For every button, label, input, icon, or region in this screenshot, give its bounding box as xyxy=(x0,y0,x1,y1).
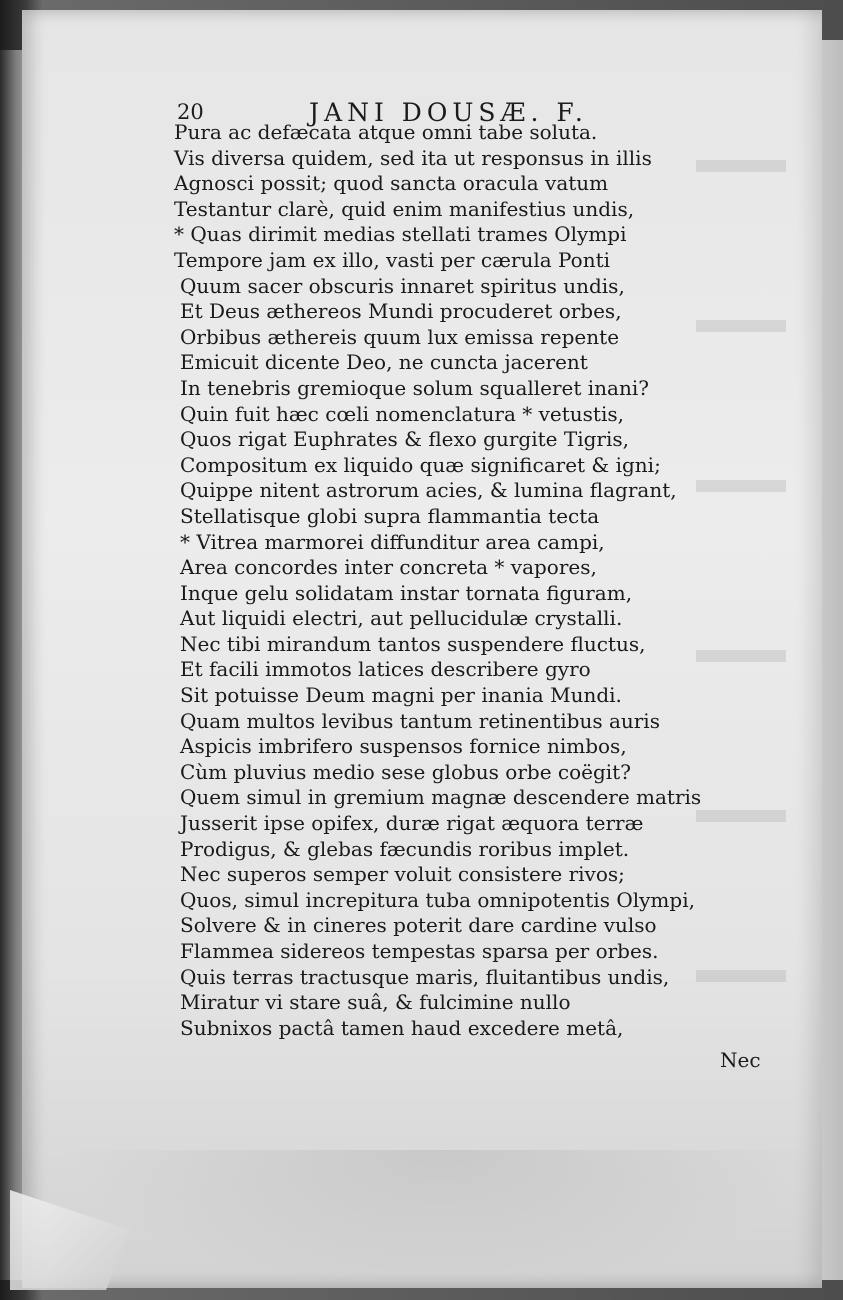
verse-line: Stellatisque globi supra flammantia tecta xyxy=(180,503,600,528)
verse-line: Emicuit dicente Deo, ne cuncta jacerent xyxy=(180,350,588,375)
verse-block xyxy=(174,120,734,1041)
verse-line: Subnixos pactâ tamen haud excedere metâ, xyxy=(180,1015,624,1040)
catchword: Nec xyxy=(720,1048,761,1072)
verse-line: * Quas dirimit medias stellati trames Olympi xyxy=(174,222,627,247)
verse-line: Quos, simul increpitura tuba omnipotentis Olympi, xyxy=(180,887,695,912)
verse-line: Prodigus, & glebas fæcundis roribus implet. xyxy=(180,836,630,861)
verse-line: Quippe nitent astrorum acies, & lumina flagrant, xyxy=(180,478,677,503)
verse-line: Quos rigat Euphrates & flexo gurgite Tigris, xyxy=(180,427,629,452)
verse-line: In tenebris gremioque solum squalleret inani? xyxy=(180,375,649,400)
page-number: 20 xyxy=(177,100,204,124)
verse-line: Quis terras tractusque maris, fluitantibus undis, xyxy=(180,964,670,989)
verse-line: Quam multos levibus tantum retinentibus auris xyxy=(180,708,660,733)
verse-line: * Vitrea marmorei diffunditur area campi, xyxy=(180,529,605,554)
verse-line: Pura ac defæcata atque omni tabe soluta. xyxy=(174,120,598,144)
verse-line: Miratur vi stare suâ, & fulcimine nullo xyxy=(180,990,571,1015)
verse-line: Aut liquidi electri, aut pellucidulæ crystalli. xyxy=(180,606,623,631)
verse-line: Solvere & in cineres poterit dare cardine vulso xyxy=(180,913,657,938)
verse-line: Et facili immotos latices describere gyro xyxy=(180,657,591,682)
verse-line: Agnosci possit; quod sancta oracula vatum xyxy=(174,171,609,196)
verse-line: Inque gelu solidatam instar tornata figuram, xyxy=(180,580,633,605)
running-head: JANI DOUSÆ. F. xyxy=(309,98,588,127)
verse-line: Quem simul in gremium magnæ descendere matris xyxy=(180,785,702,810)
water-stain xyxy=(60,1150,820,1288)
verse-line: Jusserit ipse opifex, duræ rigat æquora terræ xyxy=(180,811,644,836)
verse-line: Quin fuit hæc cœli nomenclatura * vetustis, xyxy=(180,401,624,426)
verse-line: Sit potuisse Deum magni per inania Mundi. xyxy=(180,683,622,708)
verse-line: Nec superos semper voluit consistere rivos; xyxy=(180,862,625,887)
verse-line: Quum sacer obscuris innaret spiritus undis, xyxy=(180,273,625,298)
verse-line: Flammea sidereos tempestas sparsa per orbes. xyxy=(180,939,659,963)
verse-line: Et Deus æthereos Mundi procuderet orbes, xyxy=(180,299,622,324)
verse-line: Area concordes inter concreta * vapores, xyxy=(180,555,597,580)
verse-line: Compositum ex liquido quæ significaret & igni; xyxy=(180,452,661,477)
verse-line: Cùm pluvius medio sese globus orbe coëgit? xyxy=(180,759,631,784)
verse-line: Tempore jam ex illo, vasti per cærula Ponti xyxy=(174,247,611,272)
verse-line: Vis diversa quidem, sed ita ut responsus in illis xyxy=(174,145,652,170)
verse-line: Orbibus æthereis quum lux emissa repente xyxy=(180,324,620,349)
verse-line: Nec tibi mirandum tantos suspendere fluctus, xyxy=(180,631,646,656)
verse-line: Aspicis imbrifero suspensos fornice nimbos, xyxy=(180,734,627,759)
verse-line: Testantur clarè, quid enim manifestius undis, xyxy=(174,196,635,221)
